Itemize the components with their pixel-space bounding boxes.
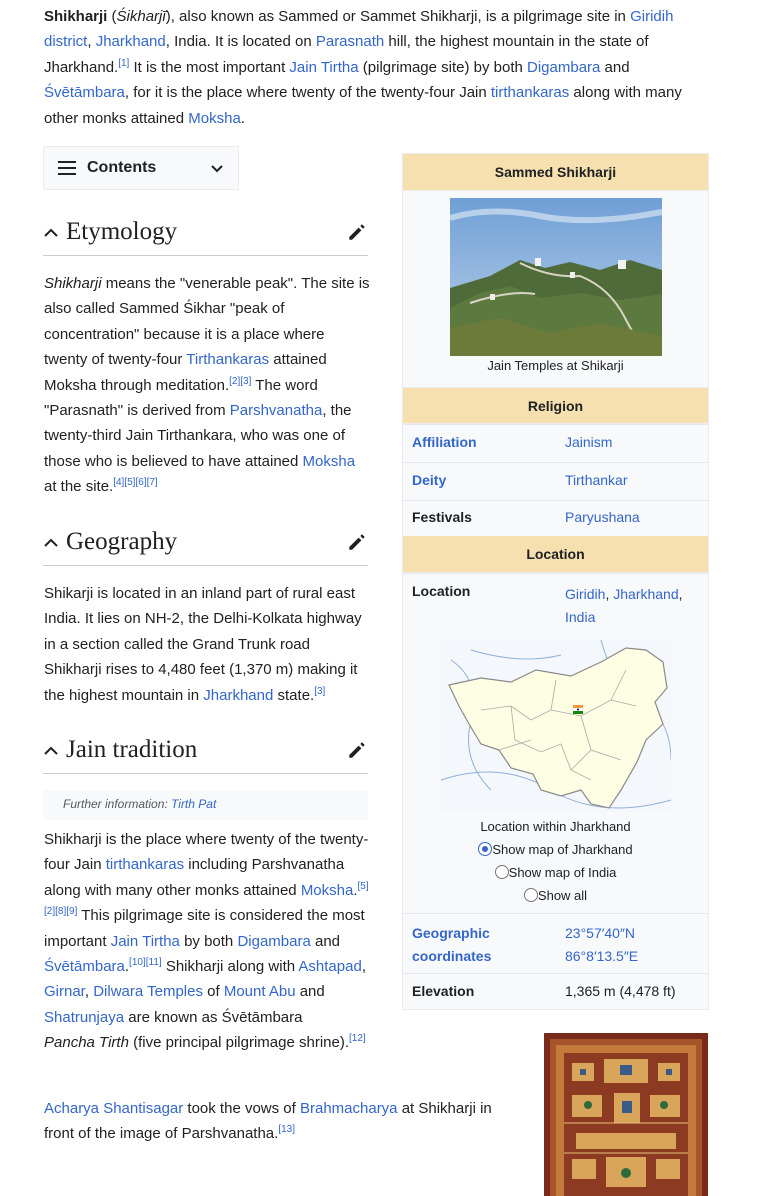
shantisagar-paragraph: Acharya Shantisagar took the vows of Brahmacharya at Shikharji in front of the image of Parshvanatha.[13] bbox=[44, 1100, 492, 1143]
link-moksha[interactable]: Moksha bbox=[188, 109, 241, 127]
reference-link[interactable]: [4][5][6][7] bbox=[113, 477, 158, 489]
link-svetambara[interactable]: Śvētāmbara bbox=[44, 84, 125, 102]
link-mount-abu[interactable]: Mount Abu bbox=[223, 983, 296, 1001]
photo-caption: Jain Temples at Shikarji bbox=[487, 358, 624, 373]
link-giridih[interactable]: Giridih bbox=[565, 586, 606, 602]
chevron-down-icon bbox=[210, 161, 224, 175]
link-brahmacharya[interactable]: Brahmacharya bbox=[299, 1100, 398, 1117]
coordinates-row bbox=[403, 913, 708, 973]
link-jharkhand[interactable]: Jharkhand bbox=[95, 33, 166, 51]
link-digambara[interactable]: Digambara bbox=[237, 932, 311, 950]
section-heading-jain-tradition[interactable] bbox=[43, 726, 368, 774]
section-title: Jain tradition bbox=[66, 735, 198, 763]
reference-link[interactable]: [13] bbox=[278, 1124, 295, 1136]
further-information-hatnote: Further information: Tirth Pat bbox=[43, 790, 368, 820]
link-ashtapad[interactable]: Ashtapad bbox=[298, 958, 362, 976]
reference-link[interactable]: [12] bbox=[349, 1033, 366, 1044]
section-heading-etymology[interactable] bbox=[43, 208, 368, 256]
map-controls bbox=[403, 815, 708, 907]
reference-link[interactable]: [5][2][8][9] bbox=[44, 880, 369, 918]
jharkhand-locator-map[interactable] bbox=[441, 640, 671, 812]
link-tirthankaras[interactable]: tirthankaras bbox=[105, 856, 185, 874]
link-svetambara[interactable]: Śvētāmbara bbox=[44, 958, 125, 976]
deity-label[interactable]: Deity bbox=[412, 472, 447, 488]
link-jain-tirtha[interactable]: Jain Tirtha bbox=[289, 58, 359, 76]
contents-label: Contents bbox=[87, 159, 157, 176]
coordinates-label[interactable]: Geographic coordinates bbox=[412, 925, 492, 964]
link-jharkhand[interactable]: Jharkhand bbox=[203, 686, 274, 704]
radio-show-jharkhand[interactable]: Show map of Jharkhand bbox=[403, 838, 708, 861]
section-heading-geography[interactable] bbox=[43, 518, 368, 566]
affiliation-label[interactable]: Affiliation bbox=[412, 434, 477, 450]
location-header: Location bbox=[403, 536, 708, 573]
reference-link[interactable]: [2][3] bbox=[229, 375, 252, 387]
link-paryushana[interactable]: Paryushana bbox=[565, 509, 640, 525]
latitude[interactable]: 23°57′40″N bbox=[565, 925, 636, 941]
link-moksha[interactable]: Moksha bbox=[302, 452, 356, 470]
flag-marker-icon bbox=[573, 705, 583, 714]
location-row bbox=[403, 573, 708, 633]
festivals-label: Festivals bbox=[412, 509, 472, 525]
radio-show-india[interactable]: Show map of India bbox=[403, 861, 708, 884]
section-title: Geography bbox=[66, 527, 178, 555]
radio-show-all[interactable]: Show all bbox=[403, 884, 708, 907]
article-subject: Shikharji bbox=[44, 8, 108, 25]
list-icon bbox=[58, 161, 76, 175]
link-tirthankaras[interactable]: tirthankaras bbox=[490, 84, 570, 102]
link-girnar[interactable]: Girnar bbox=[44, 983, 85, 1001]
section-title: Etymology bbox=[66, 217, 178, 245]
radio-button-selected[interactable] bbox=[478, 842, 492, 856]
temples-photo[interactable] bbox=[450, 198, 662, 356]
link-shatrunjaya[interactable]: Shatrunjaya bbox=[44, 1008, 125, 1026]
location-label: Location bbox=[412, 583, 471, 599]
link-tirth-pat[interactable]: Tirth Pat bbox=[171, 797, 217, 811]
link-dilwara-temples[interactable]: Dilwara Temples bbox=[93, 983, 203, 1001]
pencil-icon[interactable] bbox=[346, 221, 368, 243]
reference-link[interactable]: [1] bbox=[118, 57, 130, 69]
link-moksha[interactable]: Moksha bbox=[300, 881, 354, 899]
religion-header: Religion bbox=[403, 387, 708, 424]
link-jain-tirtha[interactable]: Jain Tirtha bbox=[110, 932, 180, 950]
radio-button[interactable] bbox=[524, 888, 538, 902]
jain-tradition-paragraph: Shikharji is the place where twenty of the twenty-four Jain tirthankaras including Parshvanatha along with many other monks attained Moksha.[5][2][8][9] This pilgrimage site is considered the most important Jain Tirtha by both Digambara and Śvētāmbara.[10][11] Shikharji along with Ashtapad, Girnar, Dilwara Temples of Mount Abu and Shatrunjaya are known as Śvētāmbara bbox=[44, 831, 369, 1026]
reference-link[interactable]: [3] bbox=[314, 685, 326, 697]
tirth-pat-painting-image[interactable] bbox=[544, 1033, 708, 1196]
link-parshvanatha[interactable]: Parshvanatha bbox=[229, 402, 323, 420]
elevation-label: Elevation bbox=[412, 983, 475, 999]
link-parasnath[interactable]: Parasnath bbox=[315, 33, 385, 51]
link-jharkhand[interactable]: Jharkhand bbox=[613, 586, 679, 602]
link-digambara[interactable]: Digambara bbox=[527, 58, 601, 76]
festivals-row bbox=[403, 500, 708, 536]
intro-paragraph: Shikharji (Śikharjī), also known as Sammed or Sammet Shikharji, is a pilgrimage site in Giridih district, Jharkhand, India. It is located on Parasnath hill, the highest mountain in the state of Jharkhand.[1] It is the most important Jain Tirtha (pilgrimage site) by both Digambara and Śvētāmbara, for it is the place where twenty of the twenty-four Jain tirthankaras along with many other monks attained Moksha. bbox=[44, 8, 682, 127]
link-acharya-shantisagar[interactable]: Acharya Shantisagar bbox=[44, 1100, 184, 1117]
pencil-icon[interactable] bbox=[346, 531, 368, 553]
link-tirthankar[interactable]: Tirthankar bbox=[565, 472, 628, 488]
chevron-up-icon bbox=[43, 226, 59, 238]
link-giridih-district[interactable]: Giridih district bbox=[44, 8, 674, 51]
infobox bbox=[402, 153, 709, 1010]
affiliation-row bbox=[403, 424, 708, 462]
map-caption: Location within Jharkhand bbox=[480, 819, 631, 834]
infobox-title: Sammed Shikharji bbox=[403, 154, 708, 191]
link-jainism[interactable]: Jainism bbox=[565, 434, 613, 450]
reference-link[interactable]: [10][11] bbox=[129, 957, 162, 969]
chevron-up-icon bbox=[43, 744, 59, 756]
chevron-up-icon bbox=[43, 536, 59, 548]
link-india[interactable]: India bbox=[565, 609, 596, 625]
etymology-paragraph: Shikharji means the "venerable peak". The site is also called Sammed Śikhar "peak of concentration" because it is a place where twenty of twenty-four Tirthankaras attained Moksha through meditation.[2][3] The word "Parasnath" is derived from Parshvanatha, the twenty-third Jain Tirthankara, who was one of those who is believed to have attained Moksha at the site.[4][5][6][7] bbox=[44, 275, 370, 496]
geography-paragraph: Shikarji is located in an inland part of rural east India. It lies on NH-2, the Delhi-Kolkata highway in a section called the Grand Trunk road Shikharji rises to 4,480 feet (1,370 m) making it the highest mountain in Jharkhand state.[3] bbox=[44, 585, 362, 704]
location-value: Giridih, Jharkhand, India bbox=[565, 586, 683, 625]
elevation-value: 1,365 m (4,478 ft) bbox=[565, 983, 676, 999]
elevation-row bbox=[403, 973, 708, 1009]
pencil-icon[interactable] bbox=[346, 739, 368, 761]
contents-toggle[interactable] bbox=[43, 146, 239, 190]
link-tirthankaras[interactable]: Tirthankaras bbox=[186, 351, 270, 369]
longitude[interactable]: 86°8′13.5″E bbox=[565, 948, 639, 964]
deity-row bbox=[403, 462, 708, 500]
jain-tradition-paragraph-continued: Pancha Tirth (five principal pilgrimage shrine).[12] bbox=[44, 1033, 366, 1051]
radio-button[interactable] bbox=[495, 865, 509, 879]
coordinates-value[interactable] bbox=[565, 922, 638, 968]
